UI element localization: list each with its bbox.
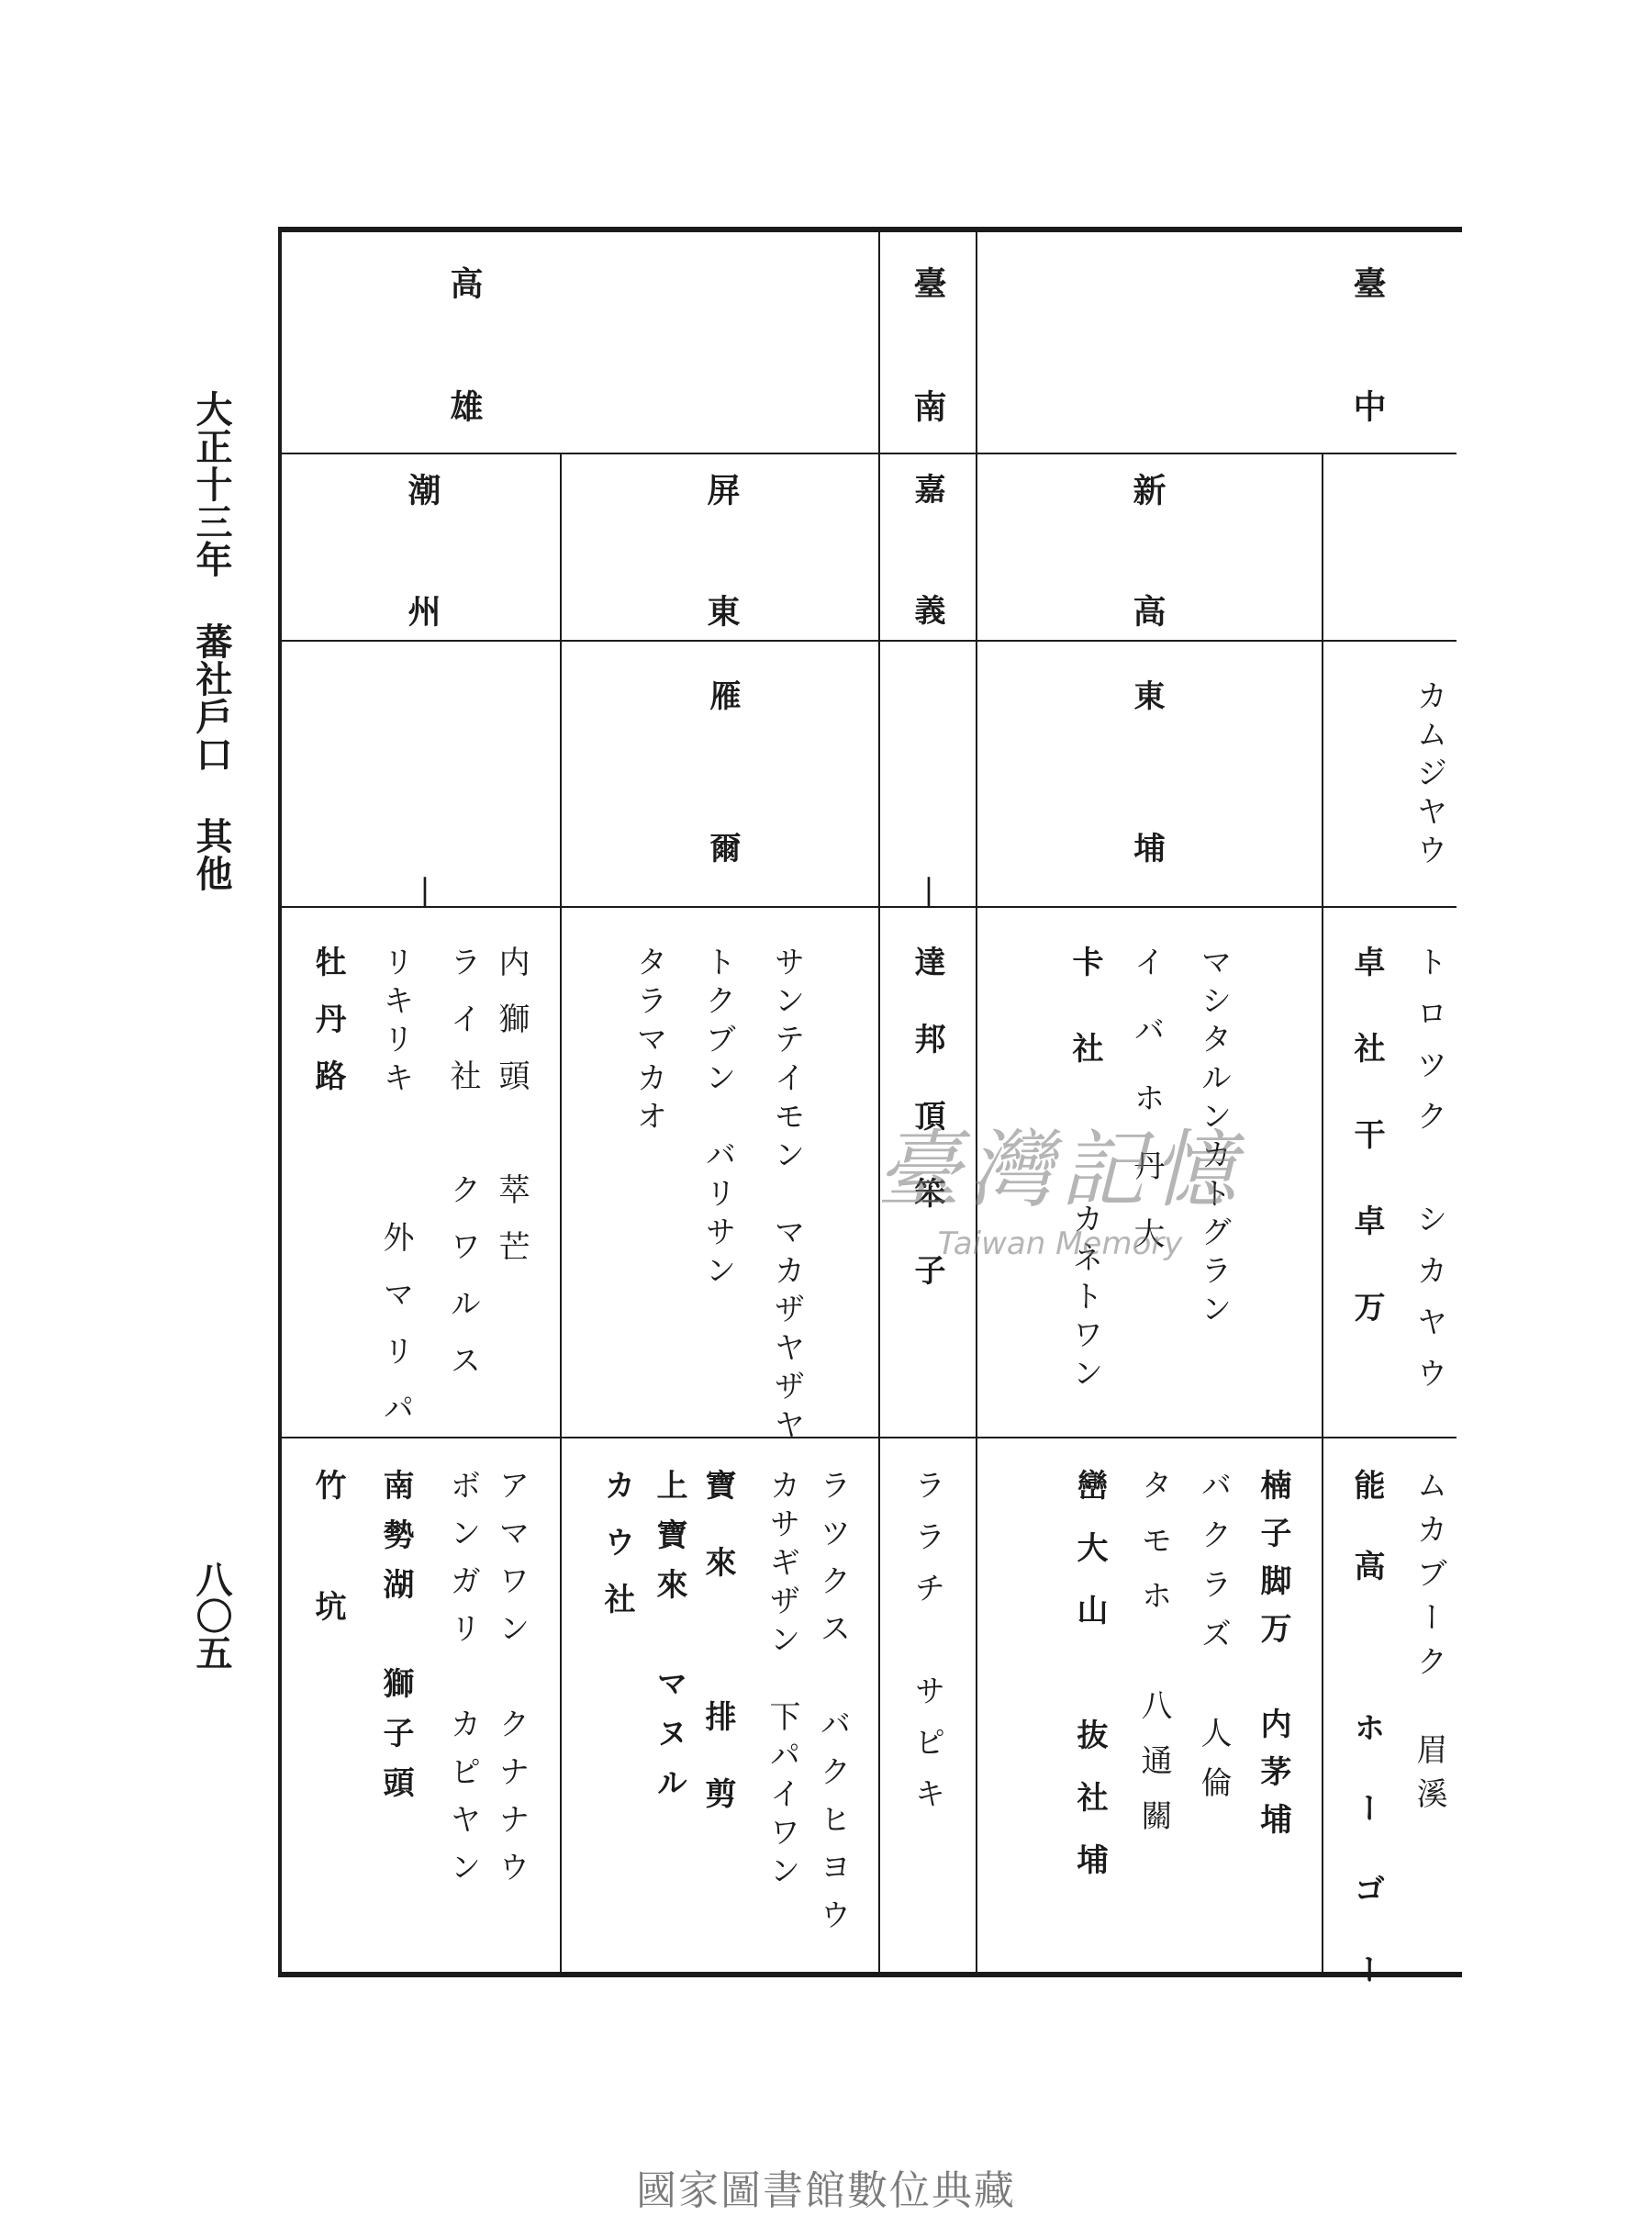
lower-jiayi-1: ララチ サピキ bbox=[909, 1469, 945, 1829]
watermark-logo bbox=[821, 1115, 1299, 1281]
watermark-main: 臺灣記憶 bbox=[876, 1121, 1244, 1219]
subprefecture-chaozhou: 潮州 bbox=[403, 473, 441, 715]
lower-pingdong-5: カウ社 bbox=[598, 1469, 635, 1640]
vline-1 bbox=[560, 453, 562, 1974]
hline-villages bbox=[282, 1437, 1457, 1438]
vline-4 bbox=[1322, 453, 1323, 1974]
lower-pingdong-1: ラツクス バクヒヨウ bbox=[814, 1469, 851, 1946]
vline-3 bbox=[976, 232, 977, 1974]
page-number: 八〇五 bbox=[190, 1561, 233, 1671]
village-chaozhou-2: ライ社 クワルス bbox=[444, 946, 481, 1401]
lower-xingao-4: 巒大山 抜社埔 bbox=[1071, 1469, 1108, 1906]
top-rule-thick bbox=[278, 227, 1462, 232]
lower-partial-1: ムカブーク 眉溪 bbox=[1411, 1469, 1447, 1821]
lower-chaozhou-4: 竹坑 bbox=[309, 1469, 346, 1711]
lower-partial-2: 能高 ホーゴー bbox=[1348, 1469, 1385, 2034]
village-chaozhou-1: 内獅頭 萃芒 bbox=[493, 946, 530, 1287]
village-chaozhou-3: リキリキ bbox=[377, 946, 414, 1100]
village-pingdong-3: タラマカオ bbox=[631, 946, 667, 1138]
running-title: 大正十三年 蕃社戶口 其他 bbox=[190, 390, 233, 892]
lower-chaozhou-1: アマワン クナナウ bbox=[493, 1469, 530, 1898]
town-xingao: 東埔 bbox=[1128, 679, 1165, 984]
village-chaozhou-5: 牡丹路 bbox=[309, 946, 346, 1116]
bottom-rule-thick bbox=[278, 1972, 1462, 1977]
village-jiayi-1: 達邦頂笨子 bbox=[909, 946, 945, 1331]
prefecture-kaohsiung: 高雄 bbox=[445, 266, 484, 512]
left-border bbox=[278, 229, 282, 1974]
town-partial: カムジヤウ bbox=[1411, 679, 1447, 872]
lower-pingdong-4: 上寶來 マヌル bbox=[651, 1469, 687, 1816]
village-partial-2: 卓社干卓万 bbox=[1348, 946, 1385, 1377]
subprefecture-jiayi: 嘉義 bbox=[909, 473, 945, 715]
lower-pingdong-2: カサギザン 下パイワン bbox=[764, 1469, 800, 1893]
lower-chaozhou-3: 南勢湖 獅子頭 bbox=[377, 1469, 414, 1816]
vline-2 bbox=[878, 232, 880, 1974]
village-xingao-1: マシタルンカトグラン bbox=[1195, 946, 1232, 1331]
lower-chaozhou-2: ボンガリ カピヤン bbox=[444, 1469, 481, 1898]
prefecture-taichung: 臺中 bbox=[1348, 266, 1387, 512]
subprefecture-xingao: 新高 bbox=[1128, 473, 1166, 715]
hline-town bbox=[282, 906, 1457, 908]
village-xingao-3: カネトワン bbox=[1066, 1203, 1103, 1395]
village-xingao-2: イバホ丹大 bbox=[1128, 946, 1165, 1285]
village-partial-1: トロツク シカヤウ bbox=[1411, 946, 1447, 1408]
lower-xingao-3: タモホ 八通關 bbox=[1135, 1469, 1172, 1854]
village-pingdong-1: サンテイモン マカザヤザヤ bbox=[768, 946, 805, 1447]
village-xingao-4: 卡社 bbox=[1066, 946, 1103, 1118]
lower-pingdong-3: 寶來 排剪 bbox=[699, 1469, 736, 1854]
prefecture-tainan: 臺南 bbox=[909, 266, 947, 512]
watermark-sub: Taiwan Memory bbox=[937, 1226, 1183, 1262]
village-pingdong-2: トクブン バリサン bbox=[699, 946, 736, 1293]
town-chaozhou: | bbox=[407, 872, 443, 909]
town-jiayi: | bbox=[910, 872, 947, 909]
lower-xingao-1: 楠子脚万 内茅埔 bbox=[1255, 1469, 1291, 1851]
hline-subprefecture bbox=[282, 640, 1457, 642]
village-chaozhou-4: 外マリパ bbox=[377, 1221, 414, 1449]
town-pingdong: 雁爾 bbox=[704, 679, 741, 984]
subprefecture-pingdong: 屏東 bbox=[702, 473, 741, 715]
lower-xingao-2: バクラズ 人倫 bbox=[1195, 1469, 1232, 1816]
library-footer: 國家圖書館數位典藏 bbox=[636, 2167, 1016, 2214]
